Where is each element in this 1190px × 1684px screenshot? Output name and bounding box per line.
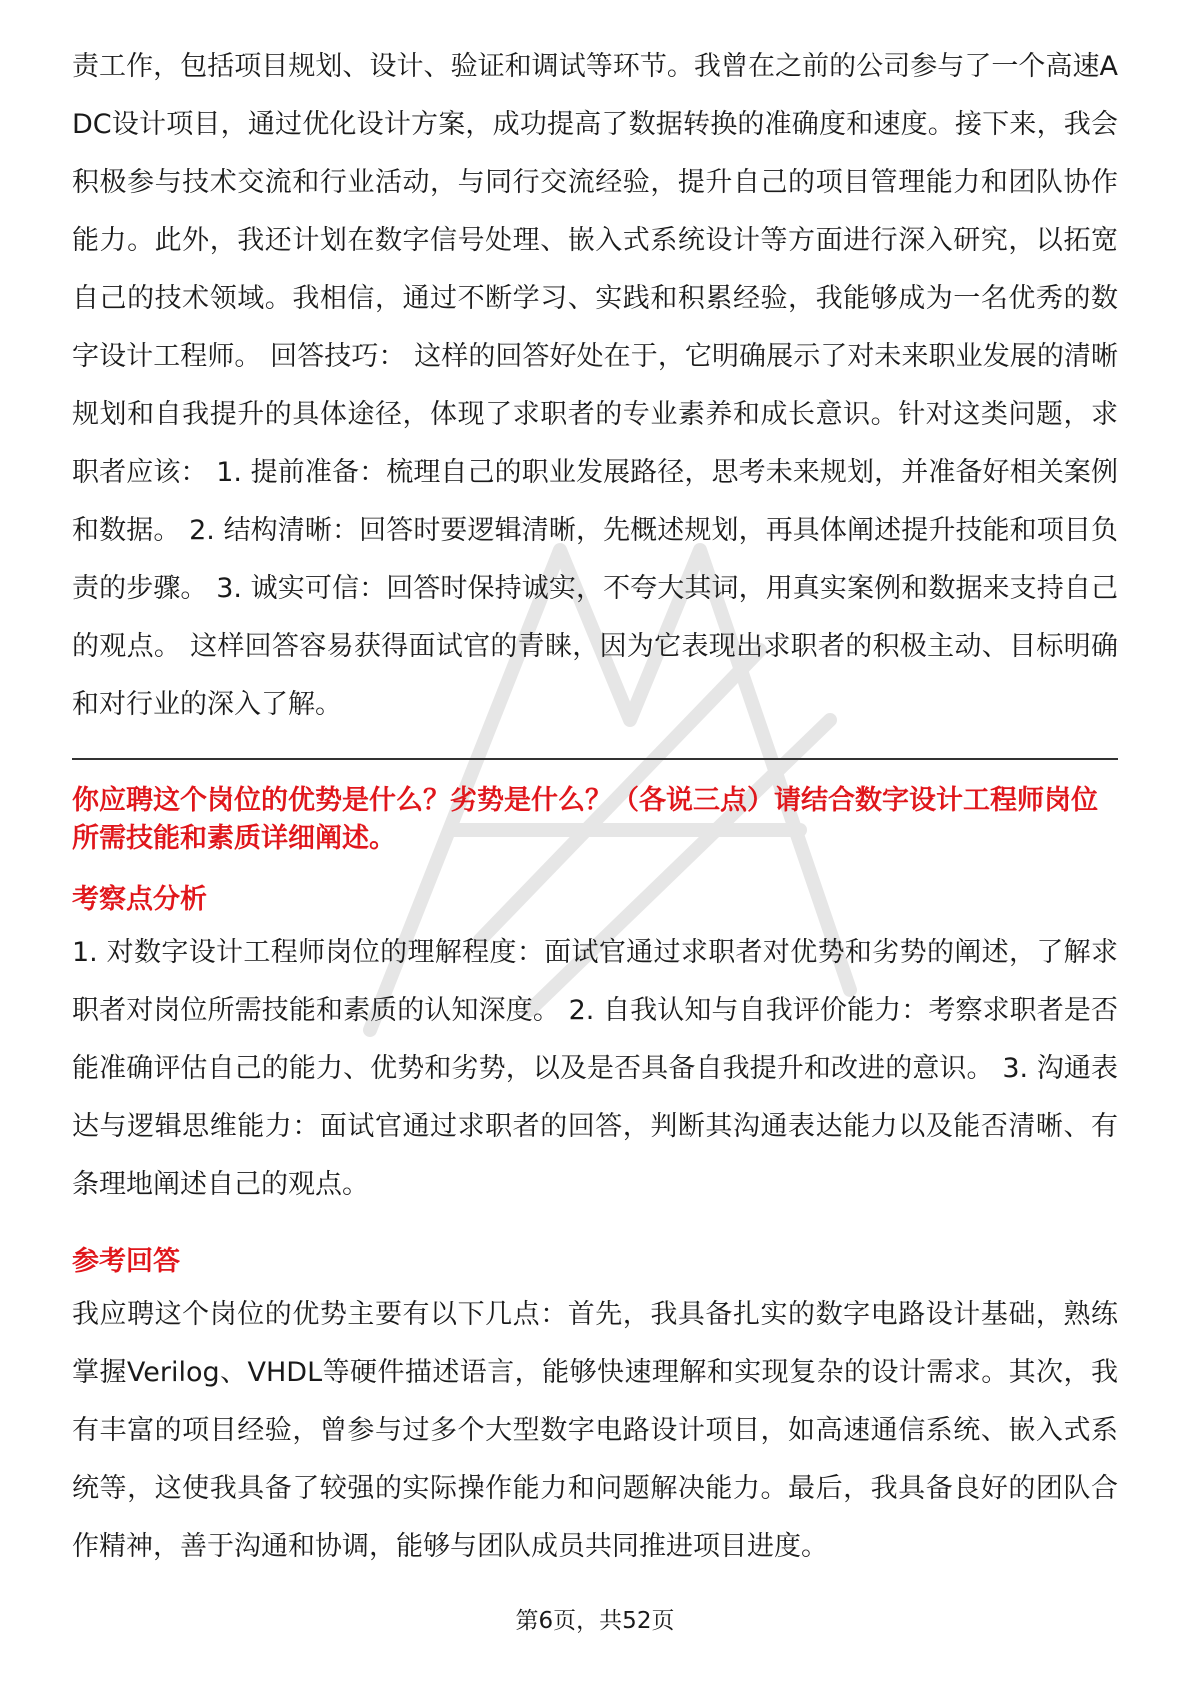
page-number: 第6页，共52页 [515,1608,675,1634]
reference-answer-text: 我应聘这个岗位的优势主要有以下几点：首先，我具备扎实的数字电路设计基础，熟练掌握Verilog、VHDL等硬件描述语言，能够快速理解和实现复杂的设计需求。其次，我有丰富的项目经验，曾参与过多个大型数字电路设计项目，如高速通信系统、嵌入式系统等，这使我具备了较强的实际操作能力和问题解决能力。最后，我具备良好的团队合作精神，善于沟通和协调，能够与团队成员共同推进项目进度。 [72,1299,1118,1562]
analysis-heading: 考察点分析 [72,884,207,915]
reference-answer-heading: 参考回答 [72,1246,180,1277]
interview-question: 你应聘这个岗位的优势是什么？劣势是什么？（各说三点）请结合数字设计工程师岗位所需技能和素质详细阐述。 [72,785,1098,854]
analysis-text: 1. 对数字设计工程师岗位的理解程度：面试官通过求职者对优势和劣势的阐述，了解求职者对岗位所需技能和素质的认知深度。 2. 自我认知与自我评价能力：考察求职者是否能准确评估自己的能力、优势和劣势，以及是否具备自我提升和改进的意识。 3. 沟通表达与逻辑思维能力：面试官通过求职者的回答，判断其沟通表达能力以及能否清晰、有条理地阐述自己的观点。 [72,937,1118,1200]
section-divider [72,758,1118,760]
previous-answer-continuation: 责工作，包括项目规划、设计、验证和调试等环节。我曾在之前的公司参与了一个高速ADC设计项目，通过优化设计方案，成功提高了数据转换的准确度和速度。接下来，我会积极参与技术交流和行业活动，与同行交流经验，提升自己的项目管理能力和团队协作能力。此外，我还计划在数字信号处理、嵌入式系统设计等方面进行深入研究，以拓宽自己的技术领域。我相信，通过不断学习、实践和积累经验，我能够成为一名优秀的数字设计工程师。 回答技巧： 这样的回答好处在于，它明确展示了对未来职业发展的清晰规划和自我提升的具体途径，体现了求职者的专业素养和成长意识。针对这类问题，求职者应该： 1. 提前准备：梳理自己的职业发展路径，思考未来规划，并准备好相关案例和数据。 2. 结构清晰：回答时要逻辑清晰，先概述规划，再具体阐述提升技能和项目负责的步骤。 3. 诚实可信：回答时保持诚实，不夸大其词，用真实案例和数据来支持自己的观点。 这样回答容易获得面试官的青睐，因为它表现出求职者的积极主动、目标明确和对行业的深入了解。 [72,51,1118,720]
document-page [72,38,1118,1576]
